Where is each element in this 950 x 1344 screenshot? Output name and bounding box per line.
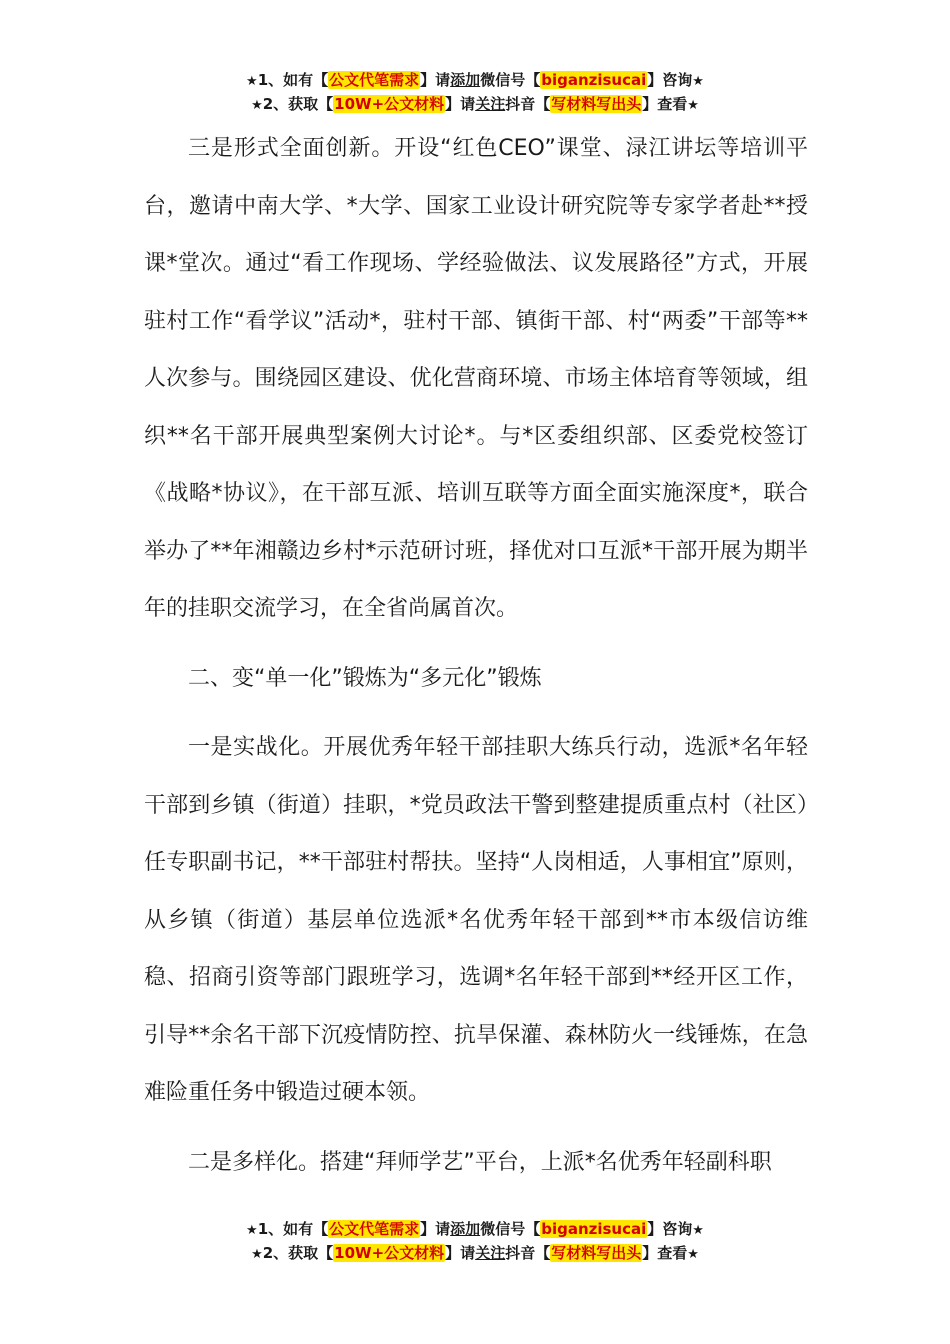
banner-text: 】请 — [420, 1220, 451, 1238]
banner-text: 微信号【 — [480, 1220, 541, 1238]
highlight-douyin-id: 写材料写出头 — [551, 1244, 642, 1262]
banner-text: 2、获取【 — [262, 1244, 334, 1262]
banner-text: 】请 — [445, 95, 476, 113]
banner-text: 】请 — [420, 71, 451, 89]
banner-text: 】请 — [445, 1244, 476, 1262]
underlined-text: 关注 — [475, 95, 506, 113]
highlight-service: 公文代笔需求 — [329, 71, 420, 89]
underlined-text: 添加 — [450, 71, 481, 89]
star-icon: ★ — [251, 1247, 263, 1262]
paragraph-diversified: 二是多样化。搭建“拜师学艺”平台，上派*名优秀年轻副科职 — [188, 1149, 772, 1175]
star-icon: ★ — [246, 74, 258, 89]
banner-text: 】咨询 — [647, 71, 693, 89]
banner-text: 1、如有【 — [257, 71, 329, 89]
banner-text: 微信号【 — [480, 71, 541, 89]
banner-text: 抖音【 — [505, 1244, 551, 1262]
banner-line-2 — [0, 1242, 950, 1266]
star-icon: ★ — [246, 1223, 258, 1238]
highlight-materials: 10W+公文材料 — [334, 1244, 445, 1262]
banner-line-1 — [0, 1218, 950, 1242]
star-icon: ★ — [692, 1223, 704, 1238]
document-body — [144, 120, 808, 1191]
bottom-banner — [0, 1218, 950, 1266]
star-icon: ★ — [251, 98, 263, 113]
banner-text: 2、获取【 — [262, 95, 334, 113]
star-icon: ★ — [687, 98, 699, 113]
section-heading: 二、变“单一化”锻炼为“多元化”锻炼 — [188, 665, 542, 691]
banner-text: 抖音【 — [505, 95, 551, 113]
underlined-text: 关注 — [475, 1244, 506, 1262]
paragraph-practical: 一是实战化。开展优秀年轻干部挂职大练兵行动，选派*名年轻干部到乡镇（街道）挂职，*党员政法干警到整建提质重点村（社区）任专职副书记，**干部驻村帮扶。坚持“人岗相适，人事相宜”原则，从乡镇（街道）基层单位选派*名优秀年轻干部到**市本级信访维稳、招商引资等部门跟班学习，选调*名年轻干部到**经开区工作，引导**余名干部下沉疫情防控、抗旱保灌、森林防火一线锤炼，在急难险重任务中锻造过硬本领。 — [144, 735, 808, 1105]
top-banner — [0, 69, 950, 117]
highlight-wechat-id: biganzisucai — [541, 71, 647, 89]
highlight-materials: 10W+公文材料 — [334, 95, 445, 113]
star-icon: ★ — [692, 74, 704, 89]
highlight-service: 公文代笔需求 — [329, 1220, 420, 1238]
paragraph-form-innovation: 三是形式全面创新。开设“红色CEO”课堂、渌江讲坛等培训平台，邀请中南大学、*大学、国家工业设计研究院等专家学者赴**授课*堂次。通过“看工作现场、学经验做法、议发展路径”方式，开展驻村工作“看学议”活动*，驻村干部、镇街干部、村“两委”干部等**人次参与。围绕园区建设、优化营商环境、市场主体培育等领域，组织**名干部开展典型案例大讨论*。与*区委组织部、区委党校签订《战略*协议》，在干部互派、培训互联等方面全面实施深度*，联合举办了**年湘赣边乡村*示范研讨班，择优对口互派*干部开展为期半年的挂职交流学习，在全省尚属首次。 — [144, 136, 808, 621]
banner-text: 1、如有【 — [257, 1220, 329, 1238]
banner-line-1 — [0, 69, 950, 93]
highlight-wechat-id: biganzisucai — [541, 1220, 647, 1238]
banner-text: 】咨询 — [647, 1220, 693, 1238]
banner-text: 】查看 — [642, 95, 688, 113]
highlight-douyin-id: 写材料写出头 — [551, 95, 642, 113]
star-icon: ★ — [687, 1247, 699, 1262]
underlined-text: 添加 — [450, 1220, 481, 1238]
banner-line-2 — [0, 93, 950, 117]
banner-text: 】查看 — [642, 1244, 688, 1262]
